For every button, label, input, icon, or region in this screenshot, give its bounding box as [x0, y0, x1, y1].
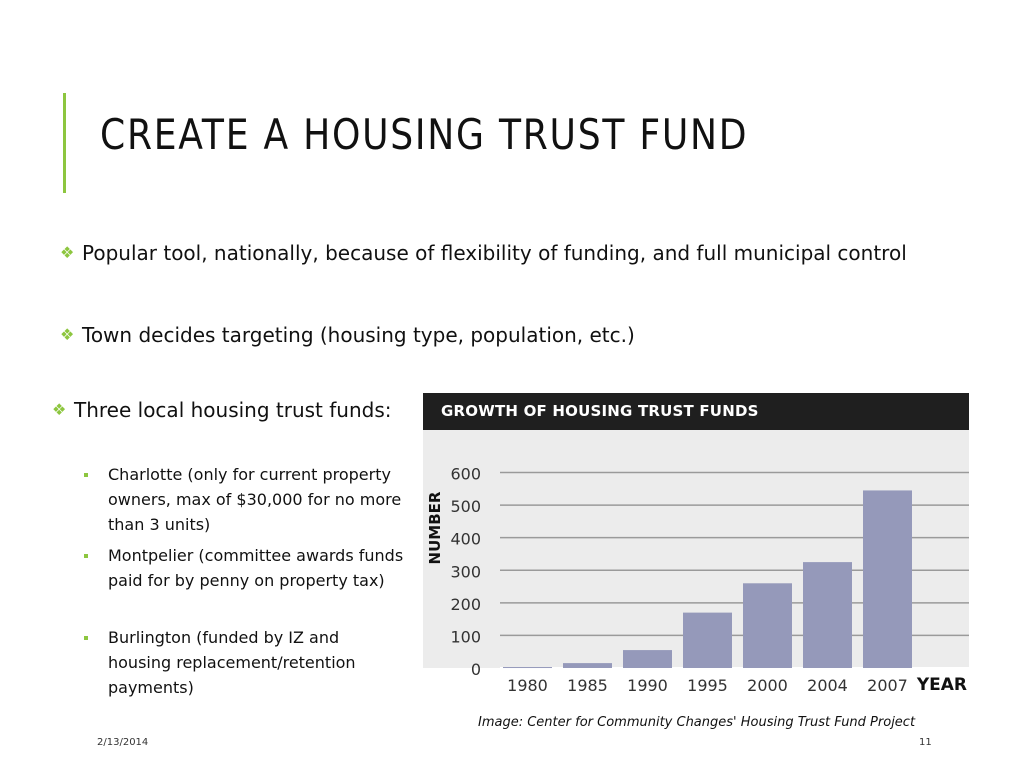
square-bullet-icon — [84, 473, 88, 477]
image-caption: Image: Center for Community Changes' Housing Trust Fund Project — [478, 715, 916, 730]
title-accent-bar — [63, 93, 66, 193]
sub-bullet-text: Charlotte (only for current property owners, max of $30,000 for no more than 3 units) — [108, 465, 402, 534]
page-number: 11 — [919, 737, 932, 748]
bullet-item — [60, 320, 940, 350]
x-tick-label: 1980 — [507, 676, 548, 695]
bar-1990 — [623, 650, 672, 668]
bar-1980 — [503, 667, 552, 668]
bar-chart — [423, 393, 969, 703]
diamond-bullet-icon: ❖ — [52, 400, 67, 419]
bar-2004 — [803, 562, 852, 668]
bar-1995 — [683, 613, 732, 668]
y-tick-label: 500 — [450, 497, 481, 517]
chart-title: GROWTH OF HOUSING TRUST FUNDS — [441, 402, 759, 420]
slide-title: CREATE A HOUSING TRUST FUND — [100, 110, 749, 159]
sub-bullet-text: Montpelier (committee awards funds paid for by penny on property tax) — [108, 546, 404, 590]
sub-bullet-item — [84, 462, 404, 537]
square-bullet-icon — [84, 636, 88, 640]
bullet-text: Town decides targeting (housing type, population, etc.) — [82, 323, 635, 347]
bar-1985 — [563, 663, 612, 668]
square-bullet-icon — [84, 554, 88, 558]
x-tick-label: 2004 — [807, 676, 848, 695]
x-axis-title: YEAR — [916, 675, 967, 695]
chart-plot-area — [423, 430, 969, 703]
x-tick-label: 2007 — [867, 676, 908, 695]
bar-2007 — [863, 490, 912, 668]
y-tick-label: 400 — [450, 529, 481, 549]
chart-svg — [423, 430, 969, 703]
sub-bullet-item — [84, 543, 404, 593]
y-tick-label: 200 — [450, 594, 481, 614]
y-tick-label: 0 — [470, 660, 481, 679]
diamond-bullet-icon: ❖ — [60, 325, 75, 344]
y-axis-title: NUMBER — [426, 491, 444, 565]
y-tick-label: 100 — [450, 627, 481, 647]
bullet-text: Three local housing trust funds: — [74, 398, 392, 422]
chart-header — [423, 393, 969, 430]
bullet-item — [52, 395, 392, 425]
bullet-text: Popular tool, nationally, because of flexibility of funding, and full municipal control — [82, 241, 907, 265]
diamond-bullet-icon: ❖ — [60, 243, 75, 262]
sub-bullet-text: Burlington (funded by IZ and housing replacement/retention payments) — [108, 628, 356, 697]
sub-bullet-item — [84, 625, 404, 700]
bar-2000 — [743, 583, 792, 668]
y-tick-label: 600 — [450, 464, 481, 484]
footer-date: 2/13/2014 — [97, 737, 149, 748]
x-tick-label: 1995 — [687, 676, 728, 695]
y-tick-label: 300 — [450, 562, 481, 582]
x-tick-label: 1990 — [627, 676, 668, 695]
bullet-item — [60, 238, 940, 268]
x-tick-label: 2000 — [747, 676, 788, 695]
x-tick-label: 1985 — [567, 676, 608, 695]
